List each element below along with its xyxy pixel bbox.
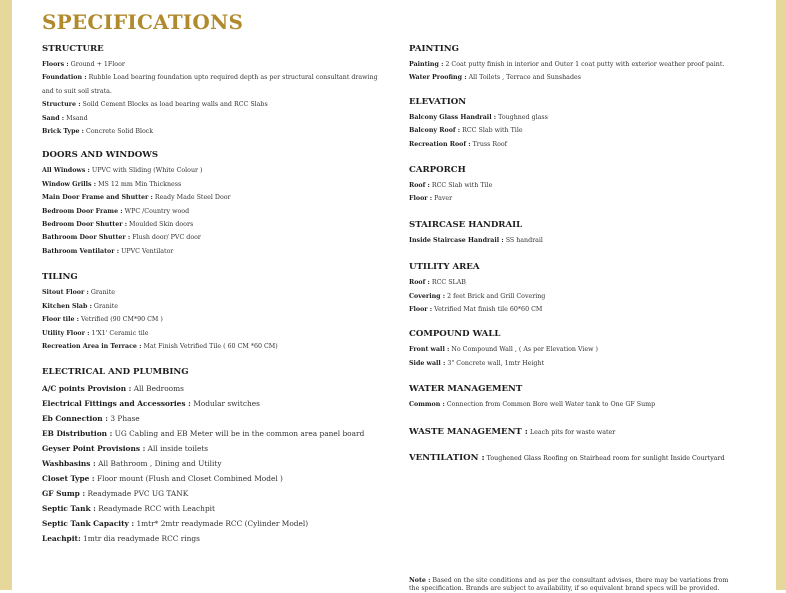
section-heading: ELECTRICAL AND PLUMBING [42,367,189,378]
spec-row: Floors : Ground + 1Floor [42,61,125,68]
section-doors-windows [42,150,382,258]
section-heading: WASTE MANAGEMENT : [409,426,528,437]
section-heading: CARPORCH [409,165,466,176]
spec-row: Geyser Point Provisions : All inside toilets [42,444,209,454]
section-heading: STAIRCASE HANDRAIL [409,219,523,230]
spec-row: Recreation Area in Terrace : Mat Finish Vetrified Tile ( 60 CM *60 CM) [42,342,278,350]
spec-row: and to suit soil strata. [42,87,112,95]
section-heading: UTILITY AREA [409,262,480,273]
section-ventilation [409,453,759,463]
section-electrical-plumbing [42,367,382,546]
section-water-management [409,384,759,411]
spec-row: Water Proofing : All Toilets , Terrace and Sunshades [409,74,581,82]
left-column [42,44,382,546]
spec-row: Structure : Soild Cement Blocks as load bearing walls and RCC Slabs [42,101,268,109]
section-heading: DOORS AND WINDOWS [42,150,159,161]
section-carporch [409,165,759,206]
section-heading: PAINTING [409,44,459,54]
spec-row: Side wall : 3" Concrete wall, 1mtr Height [409,359,544,367]
spec-row: Main Door Frame and Shutter : Ready Made Steel Door [42,194,231,202]
spec-row: Covering : 2 feet Brick and Grill Covering [409,292,546,300]
spec-row: Brick Type : Concrete Solid Block [42,128,154,136]
spec-row: Front wall : No Compound Wall , ( As per Elevation View ) [409,346,598,354]
spec-row: Washbasins : All Bathroom , Dining and Utility [42,459,222,469]
spec-row: Septic Tank : Readymade RCC with Leachpit [42,504,216,514]
spec-row: GF Sump : Readymade PVC UG TANK [42,489,189,499]
spec-row: Floor : Vetrified Mat finish tile 60*60 CM [409,306,543,314]
spec-row: Leachpit: 1mtr dia readymade RCC rings [42,534,200,544]
spec-row: Kitchen Slab : Granite [42,302,119,310]
section-heading: ELEVATION [409,96,467,107]
section-value: Toughened Glass Roofing on Stairhead room for sunlight Inside Courtyard [484,454,725,462]
section-utility-area [409,262,759,316]
spec-row: Recreation Roof : Truss Roof [409,140,507,148]
spec-row: Window Grills : MS 12 mm Min Thickness [42,180,182,188]
section-heading: STRUCTURE [42,44,104,54]
page-title: SPECIFICATIONS [42,10,244,34]
note-text: Based on the site conditions and as per the consultant advises, there may be variations from the specification. Brands are subject to availability, if so equivalent brand specs will be provided. [409,577,729,592]
spec-row: Bathroom Ventilator : UPVC Ventilator [42,247,174,255]
spec-row: Septic Tank Capacity : 1mtr* 2mtr readymade RCC (Cylinder Model) [42,519,309,529]
spec-row: Sand : Msand [42,114,88,122]
spec-row: Foundation : Rubble Load bearing foundation upto required depth as per structural consultant drawing [42,74,378,82]
section-heading: VENTILATION : [409,452,485,463]
section-waste-management [409,427,759,437]
spec-row: Utility Floor : 1'X1' Ceramic tile [42,329,149,337]
spec-row: Bedroom Door Shutter : Moulded Skin doors [42,221,194,229]
section-heading: TILING [42,272,78,283]
right-border-strip [776,0,786,590]
right-column [409,44,759,463]
section-tiling [42,272,382,353]
section-painting [409,44,759,85]
section-structure [42,44,382,138]
spec-row: Electrical Fittings and Accessories : Modular switches [42,399,260,409]
spec-row: Balcony Glass Handrail : Toughned glass [409,113,548,121]
spec-row: Bathroom Door Shutter : Flush door/ PVC door [42,234,201,242]
section-compound-wall [409,329,759,370]
section-heading: COMPOUND WALL [409,329,501,340]
spec-row: Bedroom Door Frame : WPC /Country wood [42,207,190,215]
footnote [409,577,739,593]
spec-row: A/C points Provision : All Bedrooms [42,384,184,394]
spec-row: Roof : RCC Slab with Tile [409,182,493,190]
section-value: Leach pits for waste water [527,428,616,436]
spec-row: Closet Type : Floor mount (Flush and Closet Combined Model ) [42,474,283,484]
spec-row: Common : Connection from Common Bore well Water tank to One GF Sump [409,401,656,409]
spec-row: Roof : RCC SLAB [409,279,466,287]
note-label: Note : [409,577,431,584]
spec-row: Balcony Roof : RCC Slab with Tile [409,127,523,135]
spec-row: All Windows : UPVC with Sliding (White Colour ) [42,167,203,175]
spec-row: Floor : Paver [409,195,453,203]
left-border-strip [0,0,12,590]
spec-row: Floor tile : Vetrified (90 CM*90 CM ) [42,316,163,324]
section-elevation [409,97,759,151]
section-staircase-handrail [409,220,759,247]
section-heading: WATER MANAGEMENT [409,384,523,395]
spec-row: EB Distribution : UG Cabling and EB Meter will be in the common area panel board [42,429,365,439]
spec-row: Painting : 2 Coat putty finish in interior and Outer 1 coat putty with exterior weather proof paint. [409,61,725,68]
spec-row: Sitout Floor : Granite [42,289,115,297]
spec-row: Inside Staircase Handrail : SS handrail [409,236,543,244]
spec-row: Eb Connection : 3 Phase [42,414,140,424]
